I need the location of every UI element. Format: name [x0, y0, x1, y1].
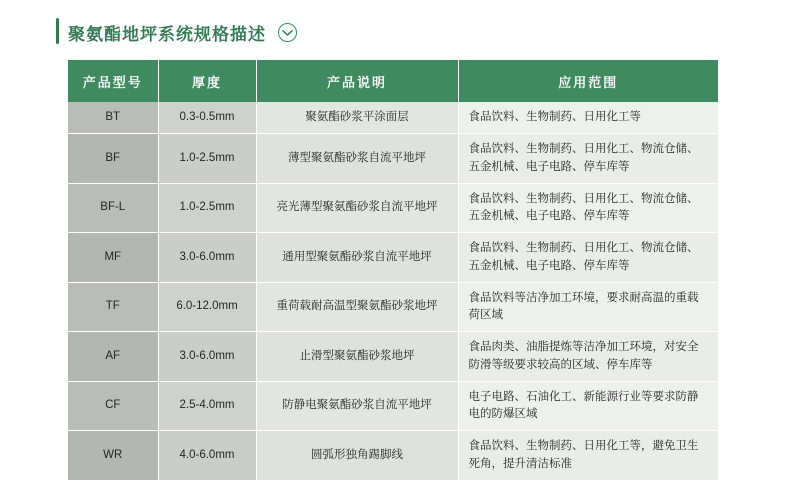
cell-application: 食品饮料、生物制药、日用化工、物流仓储、五金机械、电子电路、停车库等	[458, 233, 718, 283]
cell-thickness: 2.5-4.0mm	[158, 381, 256, 431]
cell-thickness: 4.0-6.0mm	[158, 431, 256, 481]
column-header-thickness: 厚度	[158, 60, 256, 102]
cell-application: 食品饮料、生物制药、日用化工等	[458, 102, 718, 134]
table-row	[68, 282, 718, 332]
table-row	[68, 102, 718, 134]
cell-model: BF	[68, 134, 158, 184]
cell-application: 食品饮料等洁净加工环境，要求耐高温的重载荷区域	[458, 282, 718, 332]
cell-thickness: 1.0-2.5mm	[158, 183, 256, 233]
cell-thickness: 0.3-0.5mm	[158, 102, 256, 134]
cell-thickness: 6.0-12.0mm	[158, 282, 256, 332]
cell-description: 止滑型聚氨酯砂浆地坪	[256, 332, 458, 382]
cell-model: TF	[68, 282, 158, 332]
cell-model: BF-L	[68, 183, 158, 233]
cell-thickness: 3.0-6.0mm	[158, 332, 256, 382]
cell-description: 通用型聚氨酯砂浆自流平地坪	[256, 233, 458, 283]
table-row	[68, 381, 718, 431]
table-row	[68, 332, 718, 382]
cell-model: WR	[68, 431, 158, 481]
page-title: 聚氨酯地坪系统规格描述	[68, 25, 266, 44]
table-row	[68, 134, 718, 184]
column-header-application: 应用范围	[458, 60, 718, 102]
table-row	[68, 233, 718, 283]
cell-application: 食品饮料、生物制药、日用化工、物流仓储、五金机械、电子电路、停车库等	[458, 134, 718, 184]
cell-application: 食品饮料、生物制药、日用化工等，避免卫生死角，提升清洁标准	[458, 431, 718, 481]
cell-description: 聚氨酯砂浆平涂面层	[256, 102, 458, 134]
cell-description: 重荷载耐高温型聚氨酯砂浆地坪	[256, 282, 458, 332]
cell-model: BT	[68, 102, 158, 134]
section-header	[68, 20, 297, 45]
cell-description: 圆弧形独角踢脚线	[256, 431, 458, 481]
cell-thickness: 1.0-2.5mm	[158, 134, 256, 184]
title-accent-bar	[56, 18, 59, 44]
cell-model: CF	[68, 381, 158, 431]
cell-application: 食品饮料、生物制药、日用化工、物流仓储、五金机械、电子电路、停车库等	[458, 183, 718, 233]
cell-model: MF	[68, 233, 158, 283]
table-row	[68, 431, 718, 481]
spec-table-wrapper	[68, 60, 718, 481]
table-header-row	[68, 60, 718, 102]
cell-application: 电子电路、石油化工、新能源行业等要求防静电的防爆区域	[458, 381, 718, 431]
column-header-model: 产品型号	[68, 60, 158, 102]
cell-description: 防静电聚氨酯砂浆自流平地坪	[256, 381, 458, 431]
cell-thickness: 3.0-6.0mm	[158, 233, 256, 283]
column-header-description: 产品说明	[256, 60, 458, 102]
cell-description: 亮光薄型聚氨酯砂浆自流平地坪	[256, 183, 458, 233]
cell-application: 食品肉类、油脂提炼等洁净加工环境，对安全防滑等级要求较高的区域、停车库等	[458, 332, 718, 382]
spec-table	[68, 60, 718, 481]
table-row	[68, 183, 718, 233]
cell-description: 薄型聚氨酯砂浆自流平地坪	[256, 134, 458, 184]
chevron-down-icon[interactable]	[278, 23, 297, 42]
cell-model: AF	[68, 332, 158, 382]
